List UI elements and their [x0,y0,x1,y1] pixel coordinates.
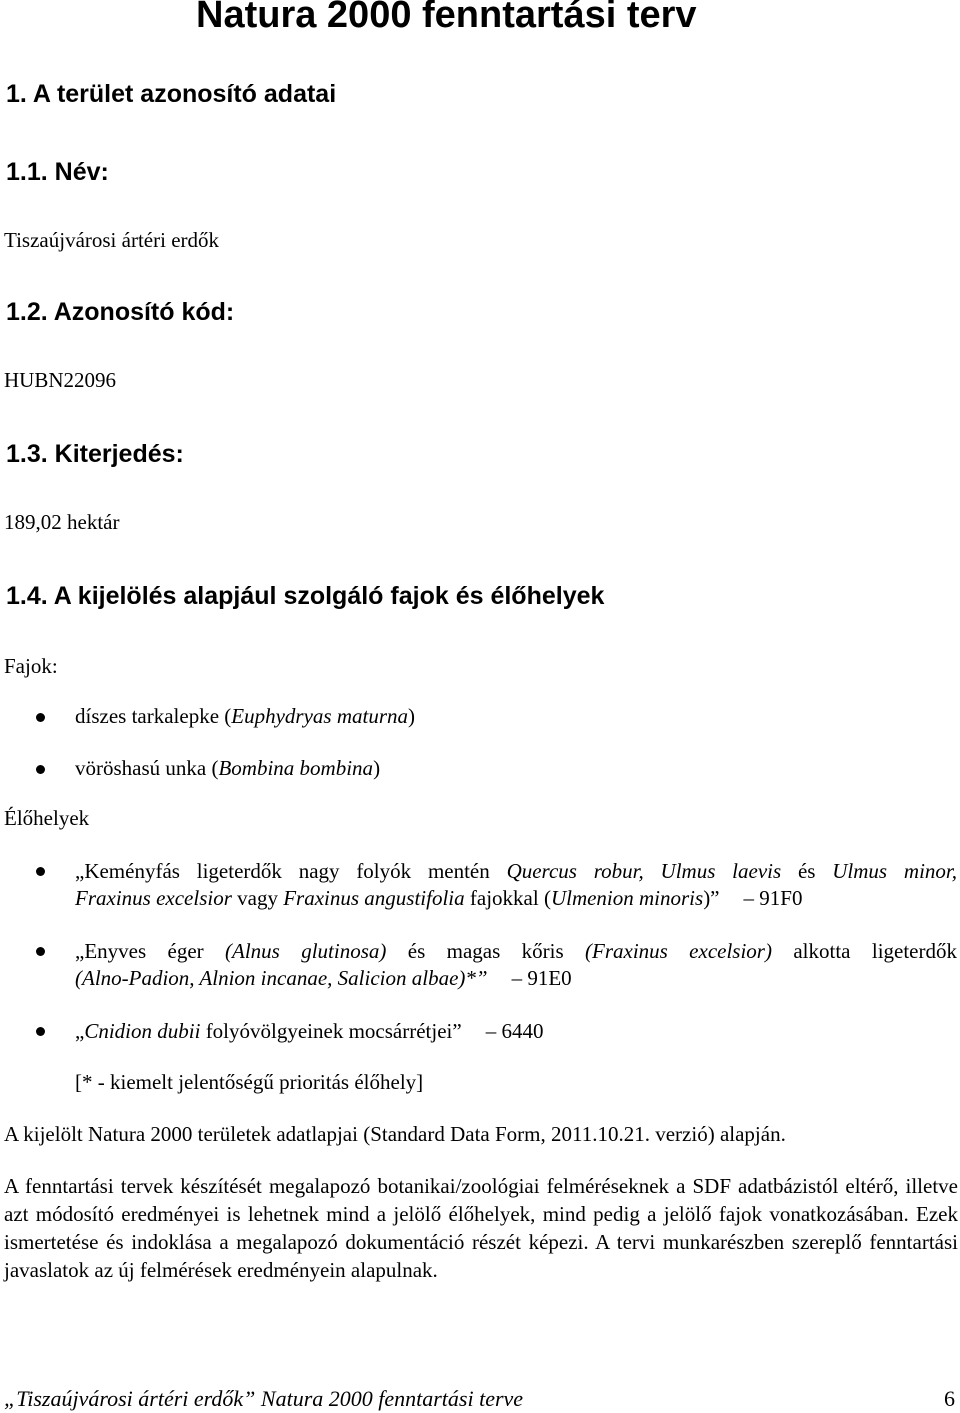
site-name-value: Tiszaújvárosi ártéri erdők [4,228,220,252]
document-title: Natura 2000 fenntartási terv [196,0,697,36]
habitat-line: „Keményfás ligeterdők nagy folyók mentén Quercus robur, Ulmus laevis és Ulmus minor, [75,859,958,883]
footer-title: „Tiszaújvárosi ártéri erdők” Natura 2000 fenntartási terve [4,1386,524,1411]
priority-note: [* - kiemelt jelentőségű prioritás élőhely] [75,1070,424,1094]
section-heading-identification: 1. A terület azonosító adatai [6,80,337,108]
heading-designation-basis: 1.4. A kijelölés alapjául szolgáló fajok és élőhelyek [6,582,605,610]
heading-extent: 1.3. Kiterjedés: [6,440,184,468]
heading-name: 1.1. Név: [6,158,109,186]
site-extent-value: 189,02 hektár [4,510,120,534]
list-bullet [36,867,45,876]
list-bullet [36,947,45,956]
list-bullet [36,1027,45,1036]
page-number: 6 [944,1386,955,1411]
habitat-line: Fraxinus excelsior vagy Fraxinus angustifolia fajokkal (Ulmenion minoris)” – 91F0 [75,886,803,910]
habitat-code: – 91E0 [511,966,572,990]
list-bullet [36,713,45,722]
habitat-item [75,858,957,912]
species-item: díszes tarkalepke (Euphydryas maturna) [75,704,416,728]
habitats-label: Élőhelyek [4,806,90,830]
body-paragraph: A fenntartási tervek készítését megalapozó botanikai/zoológiai felméréseknek a SDF adatbázistól eltérő, illetve azt módosító eredményei is lehetnek mind a jelölő élőhelyek, mind pedig a jelölő fajok vonatkozásában. Ezek ismertetése és indoklása a megalapozó dokumentáció részét képezi. A tervi munkarészben szereplő fenntartási javaslatok az új felmérések eredményein alapulnak. [4,1174,958,1282]
habitat-line: „Cnidion dubii folyóvölgyeinek mocsárrétjei” – 6440 [75,1019,544,1043]
habitat-item [75,1018,957,1045]
habitat-line: (Alno-Padion, Alnion incanae, Salicion albae)*” – 91E0 [75,966,572,990]
species-label: Fajok: [4,654,58,678]
species-item: vöröshasú unka (Bombina bombina) [75,756,381,780]
list-bullet [36,765,45,774]
heading-code: 1.2. Azonosító kód: [6,298,235,326]
habitat-code: – 6440 [485,1019,544,1043]
habitat-code: – 91F0 [743,886,803,910]
source-note: A kijelölt Natura 2000 területek adatlapjai (Standard Data Form, 2011.10.21. verzió) alapján. [4,1122,786,1146]
habitat-item [75,938,957,992]
habitat-line: „Enyves éger (Alnus glutinosa) és magas kőris (Fraxinus excelsior) alkotta ligeterdők [75,939,957,963]
site-code-value: HUBN22096 [4,368,117,392]
